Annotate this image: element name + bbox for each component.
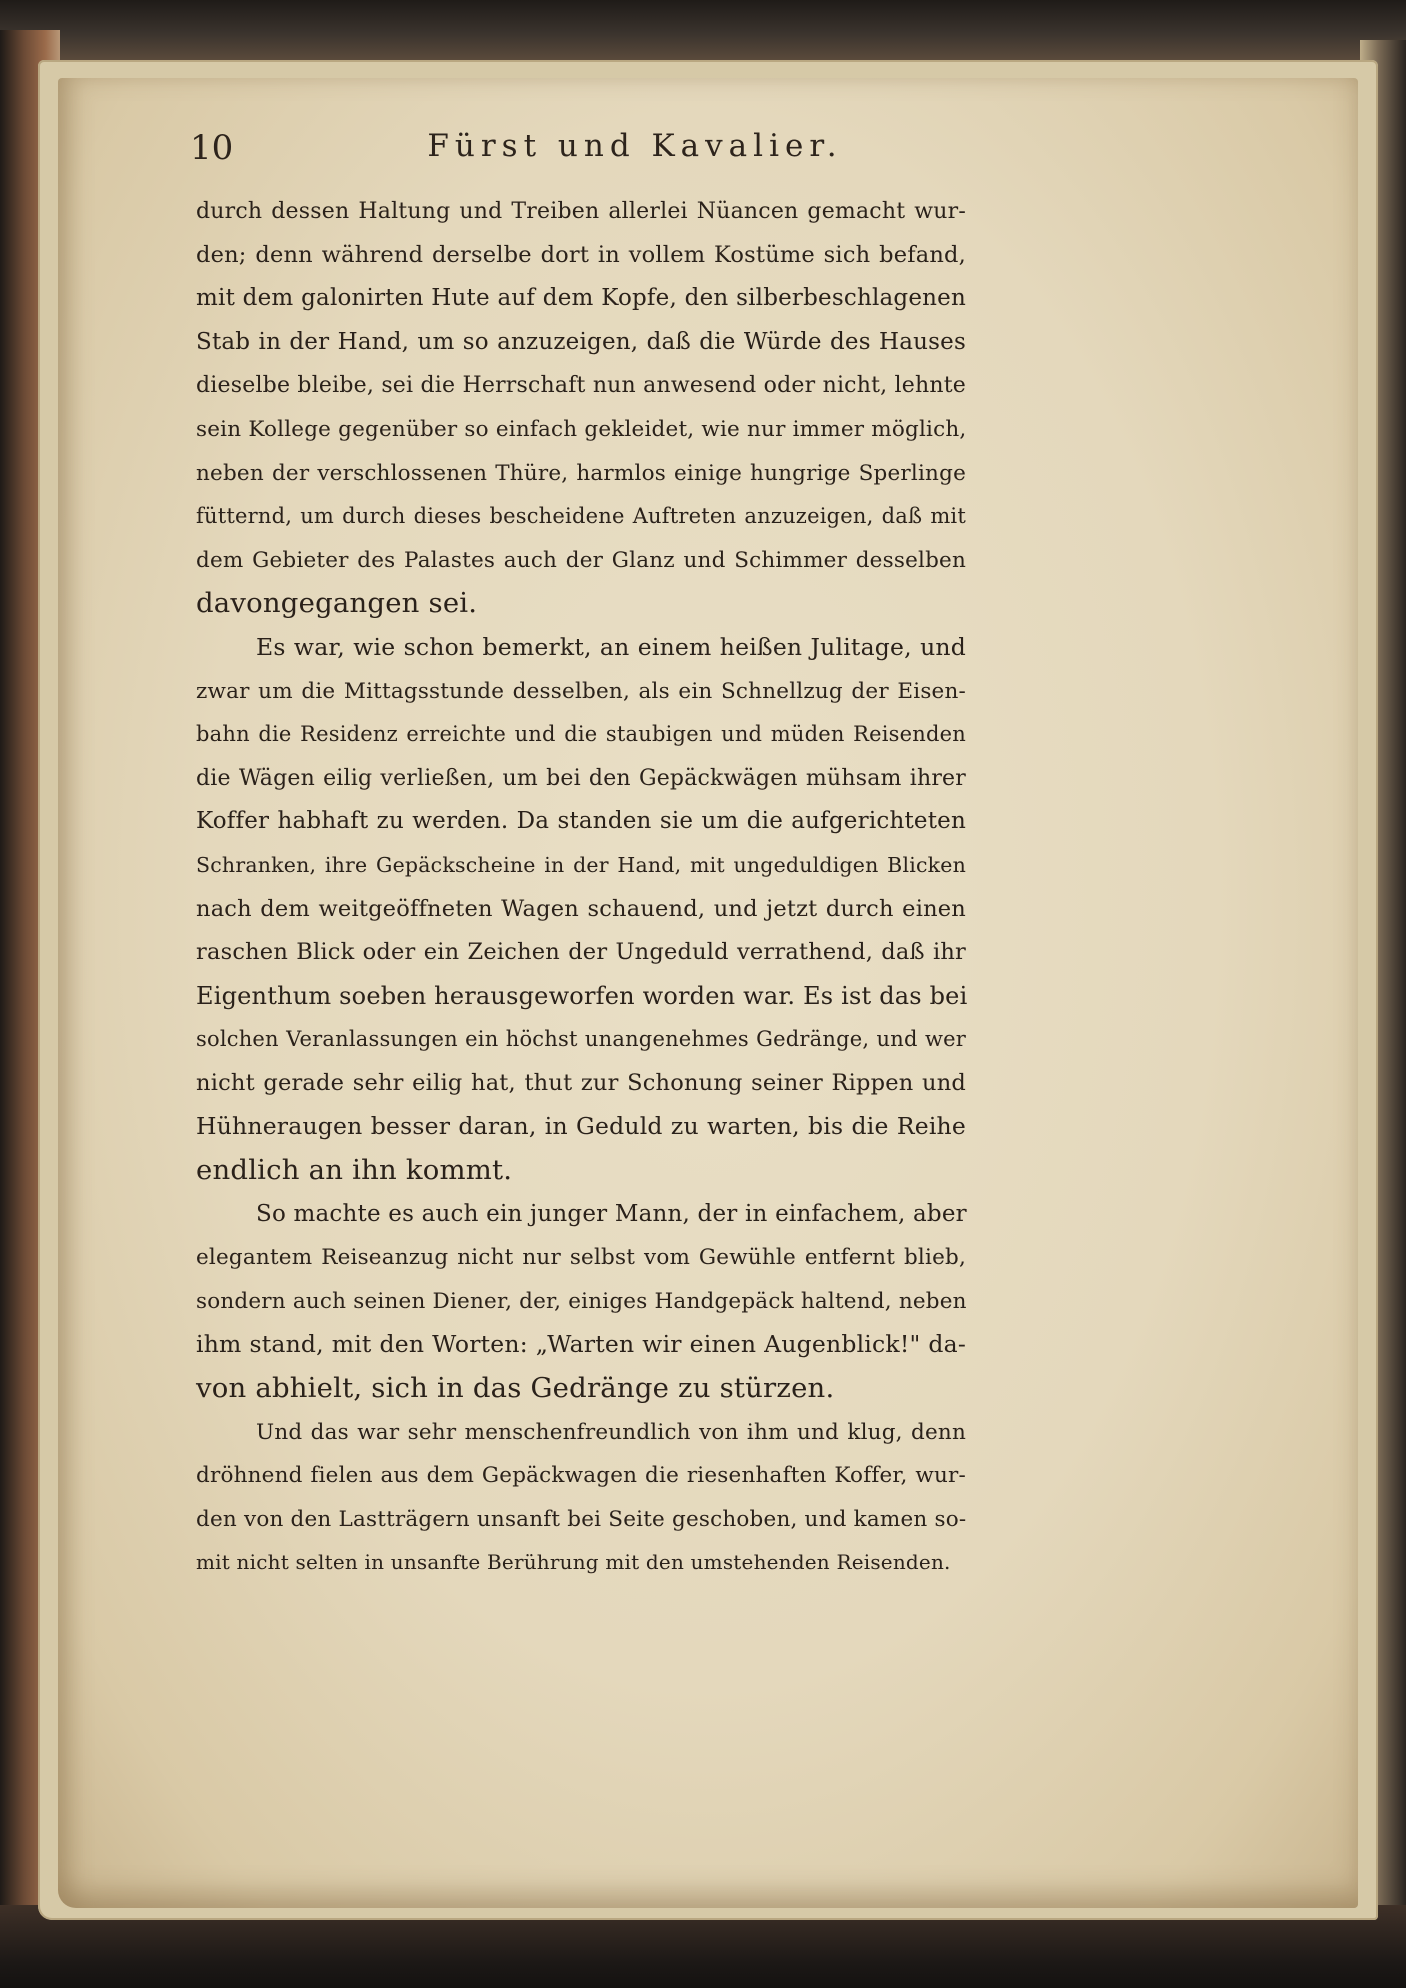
text-line: zwar um die Mittagsstunde desselben, als ein Schnellzug der Eisen- [196, 678, 966, 704]
text-line: mit nicht selten in unsanfte Berührung mit den umstehenden Reisenden. [196, 1550, 951, 1575]
text-line: So machte es auch ein junger Mann, der in einfachem, aber [256, 1200, 967, 1227]
text-line: bahn die Residenz erreichte und die staubigen und müden Reisenden [196, 722, 966, 747]
text-line: sein Kollege gegenüber so einfach gekleidet, wie nur immer möglich, [196, 416, 967, 442]
text-line: elegantem Reiseanzug nicht nur selbst vom Gewühle entfernt blieb, [196, 1245, 966, 1271]
text-line: den von den Lastträgern unsanft bei Seite geschoben, und kamen so- [196, 1506, 967, 1532]
text-line: ihm stand, mit den Worten: „Warten wir einen Augenblick!" da- [196, 1330, 966, 1359]
paragraph [196, 190, 966, 626]
text-line: Koffer habhaft zu werden. Da standen sie um die aufgerichteten [196, 808, 966, 835]
text-line: dem Gebieter des Palastes auch der Glanz und Schimmer desselben [196, 547, 966, 573]
text-line: sondern auch seinen Diener, der, einiges Handgepäck haltend, neben [196, 1288, 967, 1314]
text-line: den; denn während derselbe dort in vollem Kostüme sich befand, [196, 241, 966, 268]
text-line: Stab in der Hand, um so anzuzeigen, daß die Würde des Hauses [196, 328, 966, 355]
page-number: 10 [190, 128, 234, 168]
text-line: neben der verschlossenen Thüre, harmlos einige hungrige Sperlinge [196, 460, 966, 486]
text-line: solchen Veranlassungen ein höchst unangenehmes Gedränge, und wer [196, 1027, 966, 1052]
book-cover-top-edge [0, 0, 1406, 60]
text-line: endlich an ihn kommt. [196, 1154, 513, 1187]
text-line: nicht gerade sehr eilig hat, thut zur Schonung seiner Rippen und [196, 1069, 966, 1096]
text-line: die Wägen eilig verließen, um bei den Gepäckwägen mühsam ihrer [196, 765, 966, 791]
text-line: mit dem galonirten Hute auf dem Kopfe, den silberbeschlagenen [196, 285, 966, 312]
text-line: Eigenthum soeben herausgeworfen worden war. Es ist das bei [196, 981, 968, 1010]
text-line: Es war, wie schon bemerkt, an einem heißen Julitage, und [256, 632, 966, 661]
text-line: von abhielt, sich in das Gedränge zu stürzen. [196, 1372, 835, 1405]
text-line: Und das war sehr menschenfreundlich von ihm und klug, denn [256, 1419, 966, 1445]
text-line: nach dem weitgeöffneten Wagen schauend, und jetzt durch einen [196, 895, 966, 922]
body-text [196, 190, 966, 1585]
text-line: dieselbe bleibe, sei die Herrschaft nun anwesend oder nicht, lehnte [196, 373, 966, 399]
text-line: fütternd, um durch dieses bescheidene Auftreten anzuzeigen, daß mit [196, 504, 966, 529]
paragraph [196, 1193, 966, 1411]
text-line: davongegangen sei. [196, 587, 478, 620]
text-line: Hühneraugen besser daran, in Geduld zu warten, bis die Reihe [196, 1112, 966, 1141]
running-title: Fürst und Kavalier. [427, 128, 843, 164]
paragraph [196, 1411, 966, 1585]
paragraph [196, 626, 966, 1193]
text-line: Schranken, ihre Gepäckscheine in der Hand, mit ungeduldigen Blicken [196, 852, 966, 877]
text-line: raschen Blick oder ein Zeichen der Ungeduld verrathend, daß ihr [196, 939, 966, 966]
text-line: dröhnend fielen aus dem Gepäckwagen die riesenhaften Koffer, wur- [196, 1463, 966, 1489]
text-line: durch dessen Haltung und Treiben allerlei Nüancen gemacht wur- [196, 199, 966, 224]
